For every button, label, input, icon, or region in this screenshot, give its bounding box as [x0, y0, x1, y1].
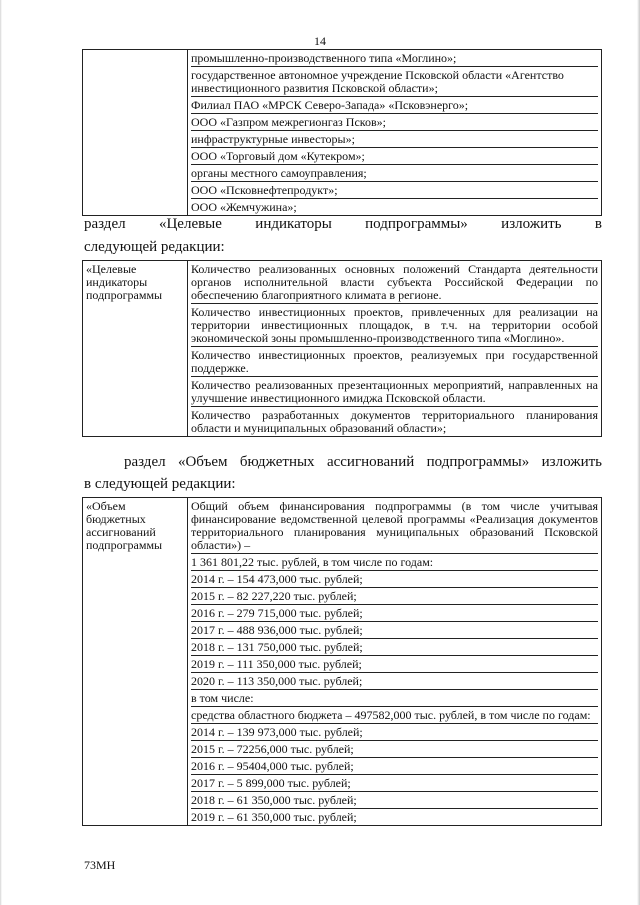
indicators-table [82, 260, 602, 437]
section2-line1: раздел «Объем бюджетных ассигнований подпрограммы» изложить [124, 454, 602, 470]
list-item: органы местного самоуправления; [191, 165, 598, 182]
list-item: 2017 г. – 5 899,000 тыс. рублей; [191, 775, 598, 792]
list-item: 1 361 801,22 тыс. рублей, в том числе по годам: [191, 554, 598, 571]
list-item: ООО «Газпром межрегионгаз Псков»; [191, 114, 598, 131]
list-item: 2019 г. – 111 350,000 тыс. рублей; [191, 656, 598, 673]
scan-edge-left [0, 0, 2, 905]
list-item: Количество инвестиционных проектов, реализуемых при государственной поддержке. [191, 348, 598, 375]
section2-line2: в следующей редакции: [84, 476, 236, 492]
list-item: государственное автономное учреждение Псковской области «Агентство инвестиционного развития Псковской области»; [191, 67, 598, 97]
list-item: Количество разработанных документов территориального планирования области и муниципальных образований области»; [191, 408, 598, 435]
section1-word: индикаторы [255, 216, 332, 232]
list-item: Общий объем финансирования подпрограммы (в том числе учитывая финансирование ведомственной целевой программы «Реализация документов территориального планирования муниципальных образований Псковской области») – [191, 499, 598, 552]
label-cell-empty [83, 50, 188, 216]
table-row [83, 50, 602, 216]
section1-word: раздел [84, 216, 126, 232]
section1-line2: следующей редакции: [84, 239, 225, 255]
indicators-label: «Целевые индикаторы подпрограммы [83, 261, 188, 437]
budget-label: «Объем бюджетных ассигнований подпрограммы [83, 498, 188, 826]
page-number: 14 [314, 34, 326, 48]
list-item: 2014 г. – 154 473,000 тыс. рублей; [191, 571, 598, 588]
list-item: в том числе: [191, 690, 598, 707]
section1-word: изложить [501, 216, 562, 232]
document-code: 73МН [84, 858, 116, 872]
section1-word: «Целевые [158, 216, 222, 232]
list-item: ООО «Псковнефтепродукт»; [191, 182, 598, 199]
list-item: средства областного бюджета – 497582,000 тыс. рублей, в том числе по годам: [191, 707, 598, 724]
list-item: 2016 г. – 279 715,000 тыс. рублей; [191, 605, 598, 622]
list-item: Количество инвестиционных проектов, привлеченных для реализации на территории инвестиционных площадок, в т.ч. на территории особой экономической зоны промышленно-производственного типа «Моглино». [191, 305, 598, 345]
list-item: 2016 г. – 95404,000 тыс. рублей; [191, 758, 598, 775]
list-item: 2015 г. – 72256,000 тыс. рублей; [191, 741, 598, 758]
list-item: инфраструктурные инвесторы»; [191, 131, 598, 148]
section1-line1 [84, 215, 602, 233]
list-item: 2020 г. – 113 350,000 тыс. рублей; [191, 673, 598, 690]
list-item: ООО «Жемчужина»; [191, 200, 297, 214]
section1-word: в [594, 216, 602, 232]
list-item: 2019 г. – 61 350,000 тыс. рублей; [191, 810, 357, 824]
list-item: промышленно-производственного типа «Моглино»; [191, 50, 598, 67]
list-item: 2014 г. – 139 973,000 тыс. рублей; [191, 724, 598, 741]
list-item: Филиал ПАО «МРСК Северо-Запада» «Псковэнерго»; [191, 97, 598, 114]
list-item: Количество реализованных основных положений Стандарта деятельности органов исполнительной власти субъекта Российской Федерации по обеспечению благоприятного климата в регионе. [191, 262, 598, 302]
participants-table [82, 49, 602, 216]
list-item: 2018 г. – 61 350,000 тыс. рублей; [191, 792, 598, 809]
content-cell [188, 261, 602, 437]
list-item: 2018 г. – 131 750,000 тыс. рублей; [191, 639, 598, 656]
list-item: 2017 г. – 488 936,000 тыс. рублей; [191, 622, 598, 639]
content-cell [188, 50, 602, 216]
content-cell [188, 498, 602, 826]
table-row [83, 261, 602, 437]
budget-table [82, 497, 602, 826]
table-row [83, 498, 602, 826]
list-item: Количество реализованных презентационных мероприятий, направленных на улучшение инвестиционного имиджа Псковской области. [191, 378, 598, 405]
section1-word: подпрограммы» [365, 216, 468, 232]
list-item: ООО «Торговый дом «Кутекром»; [191, 148, 598, 165]
list-item: 2015 г. – 82 227,220 тыс. рублей; [191, 588, 598, 605]
